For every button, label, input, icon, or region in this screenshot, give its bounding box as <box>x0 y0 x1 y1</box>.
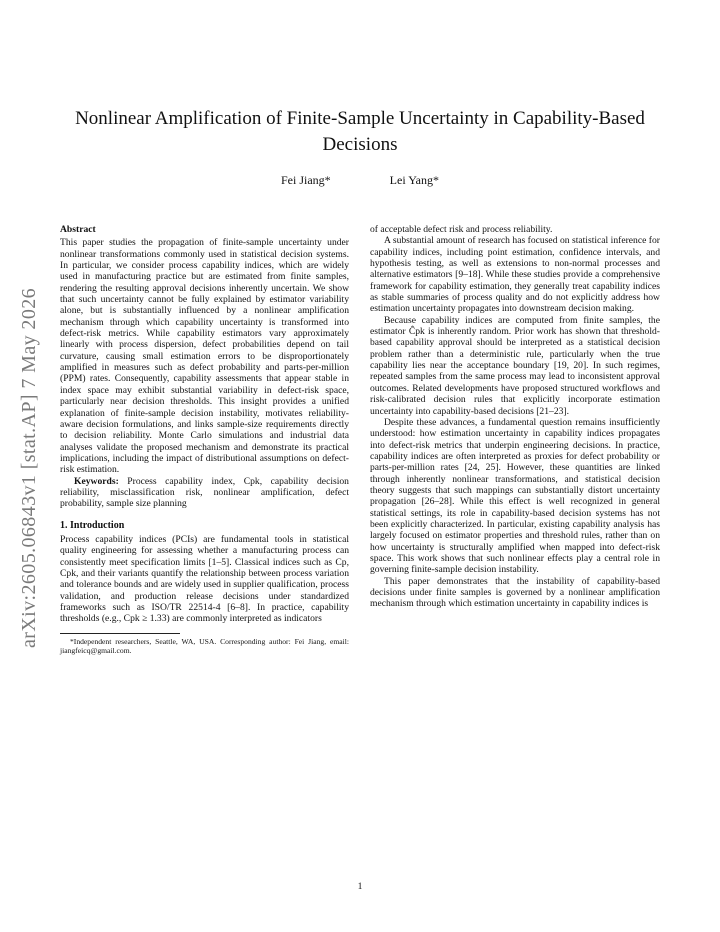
keywords-label: Keywords: <box>74 475 119 487</box>
left-column <box>60 224 349 655</box>
author-name: Lei Yang* <box>389 173 439 187</box>
paragraph: Despite these advances, a fundamental question remains insufficiently understood: how estimation uncertainty in capability indices propagates into defect-risk metrics that underpin engineering decisions. In practice, capability indices are often interpreted as proxies for defect probability or parts-per-million rates [24, 25]. However, these quantities are linked through inherently nonlinear transformations, and statistical decision theory suggests that such mappings can substantially distort uncertainty propagation [26–28]. While this effect is well recognized in general statistical settings, its role in capability-based decision systems has not been explicitly characterized. In particular, existing capability analysis has largely focused on estimator properties and threshold rules, rather than on how uncertainty is structurally amplified when mapped into defect-risk space. This work shows that such nonlinear effects play a central role in governing finite-sample decision instability. <box>370 416 660 576</box>
right-column <box>370 224 660 610</box>
section-heading: 1. Introduction <box>60 519 125 531</box>
arxiv-identifier: arXiv:2605.06843v1 [stat.AP] 7 May 2026 <box>18 287 40 648</box>
paragraph: This paper demonstrates that the instability of capability-based decisions under finite samples is governed by a nonlinear amplification mechanism through which estimation uncertainty in capability indices is <box>370 575 660 610</box>
paragraph: of acceptable defect risk and process reliability. <box>370 224 553 235</box>
author-name: Fei Jiang* <box>280 173 331 187</box>
paragraph: A substantial amount of research has focused on statistical inference for capability indices, including point estimation, confidence intervals, and hypothesis testing, as well as extensions to non-normal processes and alternative estimators [9–18]. While these studies provide a comprehensive framework for capability estimation, they generally treat capability indices as stable summaries of process quality and do not explicitly address how estimation uncertainty propagates into downstream decision making. <box>370 235 660 315</box>
footnote-rule <box>60 633 180 634</box>
paper-title: Nonlinear Amplification of Finite-Sample Uncertainty in Capability-Based Decisions <box>75 108 645 155</box>
abstract-heading: Abstract <box>60 224 96 235</box>
abstract-text: This paper studies the propagation of finite-sample uncertainty under nonlinear transformations commonly used in statistical decision systems. In particular, we consider process capability indices, which are widely used in manufacturing practice but are estimated from finite samples, rendering the resulting approval decisions inherently uncertain. We show that such uncertainty cannot be fully explained by estimator variability alone, but is substantially influenced by a nonlinear amplification mechanism through which capability uncertainty is transformed into defect-risk metrics. While capability estimators vary approximately linearly with process dispersion, defect probabilities depend on tail curvature, causing small estimation errors to be disproportionately amplified in measures such as defect probability and parts-per-million (PPM) rates. Consequently, capability assessments that appear stable in index space may exhibit substantial variability in defect-risk space, particularly near decision thresholds. This insight provides a unified explanation of finite-sample decision instability, motivates reliability-aware decision formulations, and links sample-size requirements directly to decision reliability. Monte Carlo simulations and industrial data analyses validate the proposed mechanism and demonstrate its practical implications, including the impact of distributional assumptions on defect-risk estimation. <box>60 237 349 476</box>
paragraph: Because capability indices are computed from finite samples, the estimator Ĉpk is inherently random. Prior work has shown that threshold-based capability approval should be interpreted as a statistical decision problem rather than a deterministic rule, particularly when the true capability lies near the acceptance boundary [19, 20]. In such regimes, repeated samples from the same process may lead to inconsistent approval outcomes. Related developments have proposed structured workflows and risk-calibrated decision rules that explicitly incorporate estimation uncertainty into capability-based decisions [21–23]. <box>370 314 660 417</box>
keywords-text: Process capability index, Cpk, capability decision reliability, misclassification risk, nonlinear amplification, defect probability, sample size planning <box>60 475 349 510</box>
intro-paragraph: Process capability indices (PCIs) are fundamental tools in statistical quality engineering for assessing whether a manufacturing process can consistently meet specification limits [1–5]. Classical indices such as Cp, Cpk, and their variants quantify the relationship between process variation and tolerance bounds and are widely used in supplier qualification, process validation, and production release decisions under standardized frameworks such as ISO/TR 22514-4 [6–8]. In practice, capability thresholds (e.g., Cpk ≥ 1.33) are commonly interpreted as indicators <box>60 533 349 625</box>
arxiv-sidebar-stamp <box>8 258 50 648</box>
keywords <box>60 476 349 510</box>
page-number: 1 <box>357 881 363 892</box>
footnote: *Independent researchers, Seattle, WA, USA. Corresponding author: Fei Jiang, email: jiangfeicq@gmail.com. <box>60 636 349 655</box>
author-list <box>55 173 665 188</box>
